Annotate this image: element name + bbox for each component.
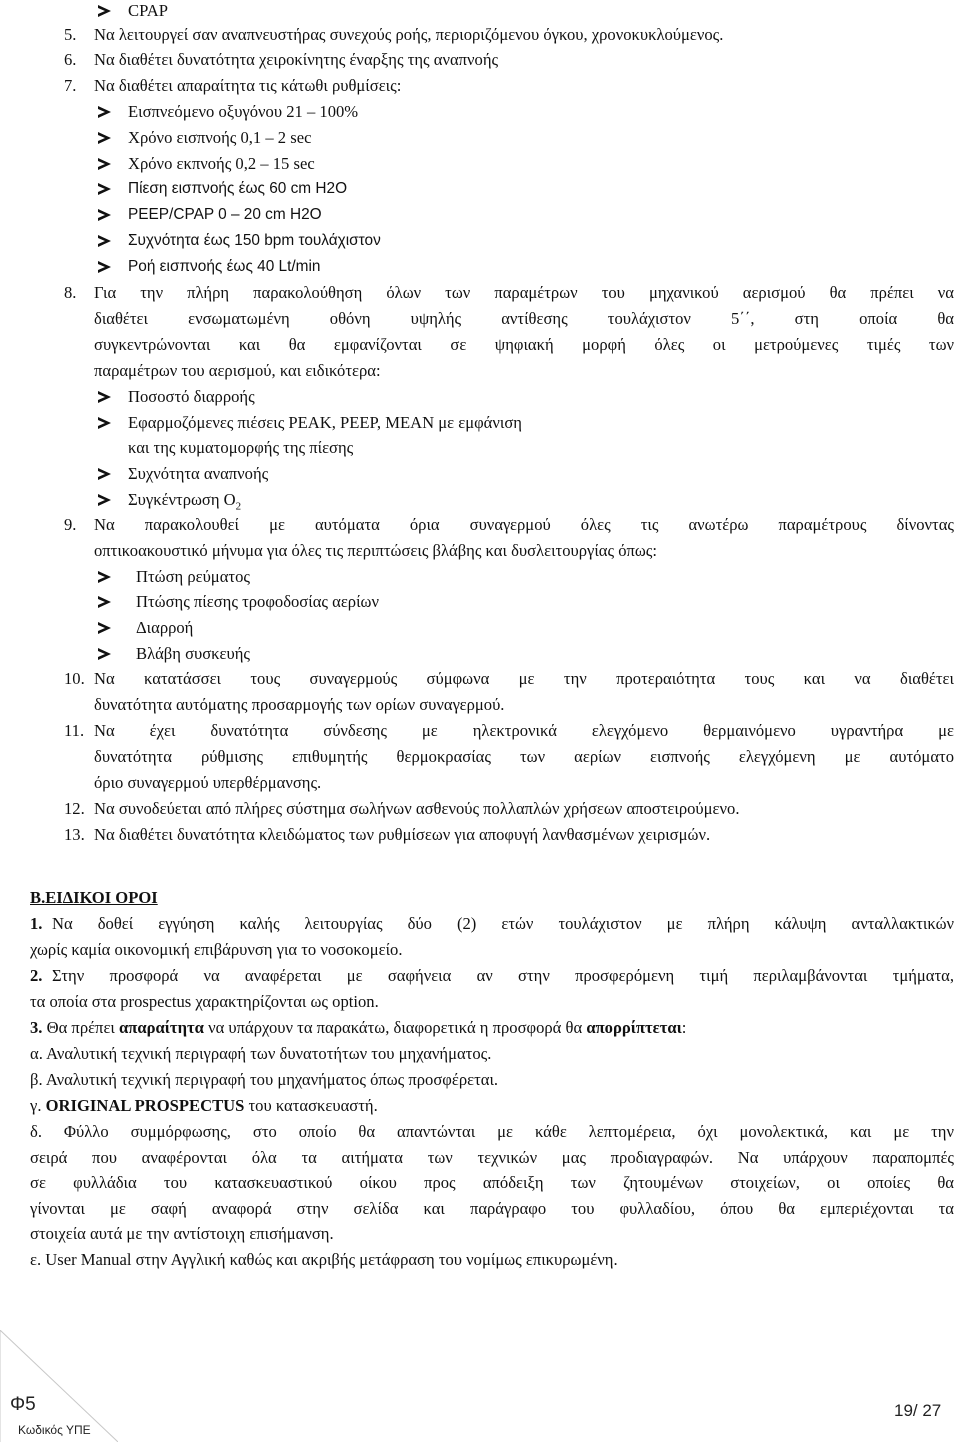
term-3-colon: : <box>681 1018 687 1037</box>
requirement-a: α. Αναλυτική τεχνική περιγραφή των δυνατοτήτων του μηχανήματος. <box>30 1044 492 1063</box>
term-3-emphasis: απορρίπτεται <box>586 1018 682 1037</box>
requirement-c-label: γ. <box>30 1096 42 1115</box>
section-heading <box>30 887 158 909</box>
section-heading-text: Β.ΕΙΔΙΚΟΙ ΟΡΟΙ <box>30 888 158 907</box>
item-11-line: Να έχει δυνατότητα σύνδεσης με ηλεκτρονικά ελεγχόμενο θερμαινόμενο υγραντήρα με <box>94 721 954 740</box>
requirement-d-line: σειρά που αναφέρονται όλα τα αιτήματα των τεχνικών μας προδιαγραφών. Να υπάρχουν παραπομπές <box>30 1148 954 1167</box>
bullet-arrow-icon <box>98 5 111 17</box>
term-3 <box>30 1017 686 1039</box>
bullet-arrow-icon <box>98 571 111 583</box>
term-number: 3. <box>30 1018 43 1037</box>
monitor-item: Εφαρμοζόμενες πιέσεις PEAK, PEEP, MEAN με εμφάνιση <box>128 413 522 432</box>
term-2 <box>30 965 42 987</box>
item-9-line: Να παρακολουθεί με αυτόματα όρια συναγερμού όλες τις ανωτέρω παραμέτρους δίνοντας <box>94 515 954 534</box>
item-8-line: συγκεντρώνονται και θα εμφανίζονται σε ψηφιακή μορφή όλες οι μετρούμενες τιμές των <box>94 335 954 354</box>
monitor-item: Συχνότητα αναπνοής <box>128 464 269 483</box>
item-11-line: δυνατότητα ρύθμισης επιθυμητής θερμοκρασίας των αερίων εισπνοής ελεγχόμενη με αυτόματο <box>94 747 954 766</box>
bullet-arrow-icon <box>98 622 111 634</box>
item-10-line: Να κατατάσσει τους συναγερμούς σύμφωνα με την προτεραιότητα τους και να διαθέτει <box>94 669 954 688</box>
bullet-arrow-icon <box>98 235 111 247</box>
requirement-d-line: σε φυλλάδια του κατασκευαστικού οίκου προς απόδειξη των ζητουμένων στοιχείων, οι οποίες θα <box>30 1173 954 1192</box>
alarm-item: Πτώση ρεύματος <box>136 567 250 586</box>
item-8-line: παραμέτρων του αερισμού, και ειδικότερα: <box>94 361 381 380</box>
bullet-arrow-icon <box>98 391 111 403</box>
setting-item: PEEP/CPAP 0 – 20 cm H2O <box>128 206 322 223</box>
term-1-line: Να δοθεί εγγύηση καλής λειτουργίας δύο (2) ετών τουλάχιστον με πλήρη κάλυψη ανταλλακτικών <box>52 914 954 933</box>
monitor-item-text: Συγκέντρωση O <box>128 490 236 509</box>
setting-item: Χρόνο εισπνοής 0,1 – 2 sec <box>128 128 312 147</box>
bullet-arrow-icon <box>98 417 111 429</box>
bullet-arrow-icon <box>98 132 111 144</box>
item-number: 11. <box>64 721 85 740</box>
requirement-c <box>30 1095 378 1117</box>
item-8-line: Για την πλήρη παρακολούθηση όλων των παραμέτρων του μηχανικού αερισμού θα πρέπει να <box>94 283 954 302</box>
bullet-arrow-icon <box>98 183 111 195</box>
bullet-arrow-icon <box>98 648 111 660</box>
term-2-line: τα οποία στα prospectus χαρακτηρίζονται ως option. <box>30 992 379 1011</box>
item-13-text: Να διαθέτει δυνατότητα κλειδώματος των ρυθμίσεων για αποφυγή λανθασμένων χειρισμών. <box>94 825 711 844</box>
term-number: 1. <box>30 914 43 933</box>
term-1 <box>30 913 42 935</box>
requirement-d-line: γίνονται με σαφή αναφορά στην σελίδα και παράγραφο του φυλλαδίου, όπου θα εμπεριέχονται τα <box>30 1199 954 1218</box>
item-number: 13. <box>64 825 85 844</box>
footer-code: Φ5 <box>10 1394 36 1415</box>
item-number: 7. <box>64 76 77 95</box>
item-number: 9. <box>64 515 77 534</box>
item-number: 6. <box>64 50 77 69</box>
term-3-text: να υπάρχουν τα παρακάτω, διαφορετικά η προσφορά θα <box>208 1018 583 1037</box>
term-number: 2. <box>30 966 43 985</box>
item-6-text: Να διαθέτει δυνατότητα χειροκίνητης έναρξης της αναπνοής <box>94 50 499 69</box>
item-11-line: όριο συναγερμού υπερθέρμανσης. <box>94 773 322 792</box>
term-3-emphasis: απαραίτητα <box>119 1018 204 1037</box>
requirement-b: β. Αναλυτική τεχνική περιγραφή του μηχανήματος όπως προσφέρεται. <box>30 1070 499 1089</box>
term-2-line: Στην προσφορά να αναφέρεται με σαφήνεια αν στην προσφερόμενη τιμή περιλαμβάνονται τμήματα, <box>52 966 954 985</box>
footer-label: Κωδικός ΥΠΕ <box>18 1423 91 1437</box>
item-number: 8. <box>64 283 77 302</box>
item-10-line: δυνατότητα αυτόματης προσαρμογής των ορίων συναγερμού. <box>94 695 505 714</box>
list-text-cpap: CPAP <box>128 1 168 20</box>
setting-item: Πίεση εισπνοής έως 60 cm H2O <box>128 180 348 197</box>
item-number: 12. <box>64 799 85 818</box>
item-number: 10. <box>64 669 85 688</box>
setting-item: Συχνότητα έως 150 bpm τουλάχιστον <box>128 232 381 249</box>
monitor-item: Ποσοστό διαρροής <box>128 387 255 406</box>
term-3-text: Θα πρέπει <box>46 1018 115 1037</box>
item-8-line: διαθέτει ενσωματωμένη οθόνη υψηλής αντίθεσης τουλάχιστον 5΄΄, στη οποία θα <box>94 309 954 328</box>
item-number: 5. <box>64 25 77 44</box>
bullet-arrow-icon <box>98 158 111 170</box>
subscript-2: 2 <box>235 500 242 513</box>
item-7-text: Να διαθέτει απαραίτητα τις κάτωθι ρυθμίσεις: <box>94 76 402 95</box>
requirement-d-line: στοιχεία αυτά με την αντίστοιχη επισήμανση. <box>30 1224 334 1243</box>
item-12-text: Να συνοδεύεται από πλήρες σύστημα σωλήνων ασθενούς πολλαπλών χρήσεων αποστειρούμενο. <box>94 799 740 818</box>
alarm-item: Διαρροή <box>136 618 194 637</box>
setting-item: Χρόνο εκπνοής 0,2 – 15 sec <box>128 154 315 173</box>
requirement-e: ε. User Manual στην Αγγλική καθώς και ακριβής μετάφραση του νομίμως επικυρωμένη. <box>30 1250 618 1269</box>
requirement-c-emphasis: ORIGINAL PROSPECTUS <box>45 1096 245 1115</box>
alarm-item: Πτώσης πίεσης τροφοδοσίας αερίων <box>136 592 379 611</box>
bullet-arrow-icon <box>98 596 111 608</box>
term-1-line: χωρίς καμία οικονομική επιβάρυνση για το νοσοκομείο. <box>30 940 403 959</box>
alarm-item: Βλάβη συσκευής <box>136 644 250 663</box>
requirement-c-text: του κατασκευαστή. <box>248 1096 378 1115</box>
page-number: 19/ 27 <box>894 1401 942 1420</box>
monitor-item-continuation: και της κυματομορφής της πίεσης <box>128 438 354 457</box>
bullet-arrow-icon <box>98 106 111 118</box>
setting-item: Ροή εισπνοής έως 40 Lt/min <box>128 258 321 275</box>
item-9-line: οπτικοακουστικό μήνυμα για όλες τις περιπτώσεις βλάβης και δυσλειτουργίας όπως: <box>94 541 657 560</box>
bullet-arrow-icon <box>98 494 111 506</box>
bullet-arrow-icon <box>98 209 111 221</box>
requirement-d-line: δ. Φύλλο συμμόρφωσης, στο οποίο θα απαντώνται με κάθε λεπτομέρεια, όχι μονολεκτικά, και με την <box>30 1122 954 1141</box>
bullet-arrow-icon <box>98 468 111 480</box>
item-5-text: Να λειτουργεί σαν αναπνευστήρας συνεχούς ροής, περιοριζόμενου όγκου, χρονοκυκλούμενος. <box>94 25 724 44</box>
setting-item: Εισπνεόμενο οξυγόνου 21 – 100% <box>128 102 359 121</box>
bullet-arrow-icon <box>98 261 111 273</box>
